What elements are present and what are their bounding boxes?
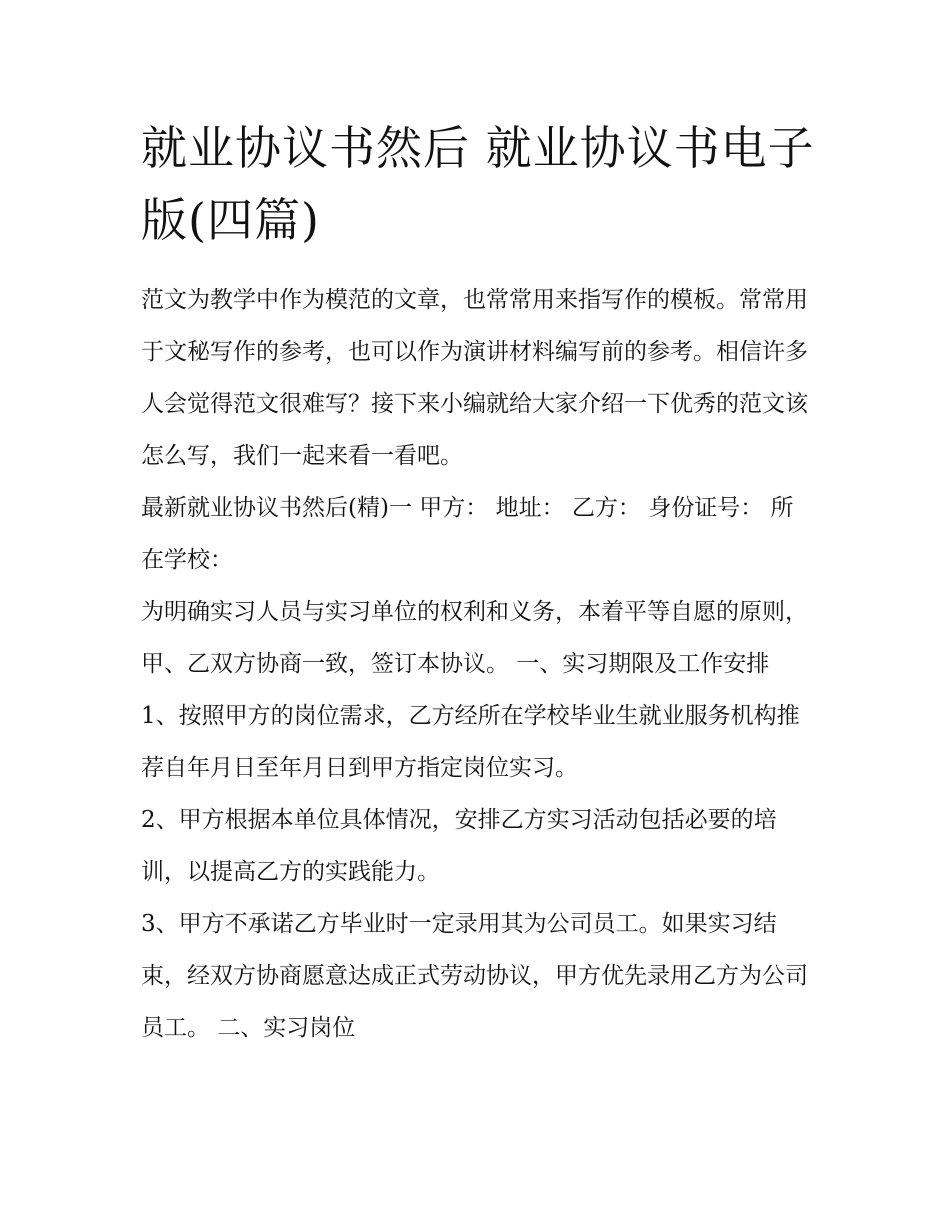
paragraph-clause-2: 2、甲方根据本单位具体情况，安排乙方实习活动包括必要的培训，以提高乙方的实践能力。 xyxy=(141,807,777,885)
paragraph-purpose: 为明确实习人员与实习单位的权利和义务，本着平等自愿的原则，甲、乙双方协商一致，签订本协议。 一、实习期限及工作安排 xyxy=(141,599,808,677)
paragraph-clause-3: 3、甲方不承诺乙方毕业时一定录用其为公司员工。如果实习结束，经双方协商愿意达成正式劳动协议，甲方优先录用乙方为公司员工。 二、实习岗位 xyxy=(141,911,808,1041)
document-title: 就业协议书然后 就业协议书电子版(四篇) xyxy=(141,121,815,247)
document-body xyxy=(141,274,816,1054)
paragraph-intro: 范文为教学中作为模范的文章，也常常用来指写作的模板。常常用于文秘写作的参考，也可以作为演讲材料编写前的参考。相信许多人会觉得范文很难写？接下来小编就给大家介绍一下优秀的范文该怎么写，我们一起来看一看吧。 xyxy=(141,287,808,469)
paragraph-clause-1: 1、按照甲方的岗位需求，乙方经所在学校毕业生就业服务机构推荐自年月日至年月日到甲方指定岗位实习。 xyxy=(141,703,800,781)
document-content xyxy=(141,112,816,1054)
paragraph-parties: 最新就业协议书然后(精)一 甲方： 地址： 乙方： 身份证号： 所在学校： xyxy=(141,495,794,573)
